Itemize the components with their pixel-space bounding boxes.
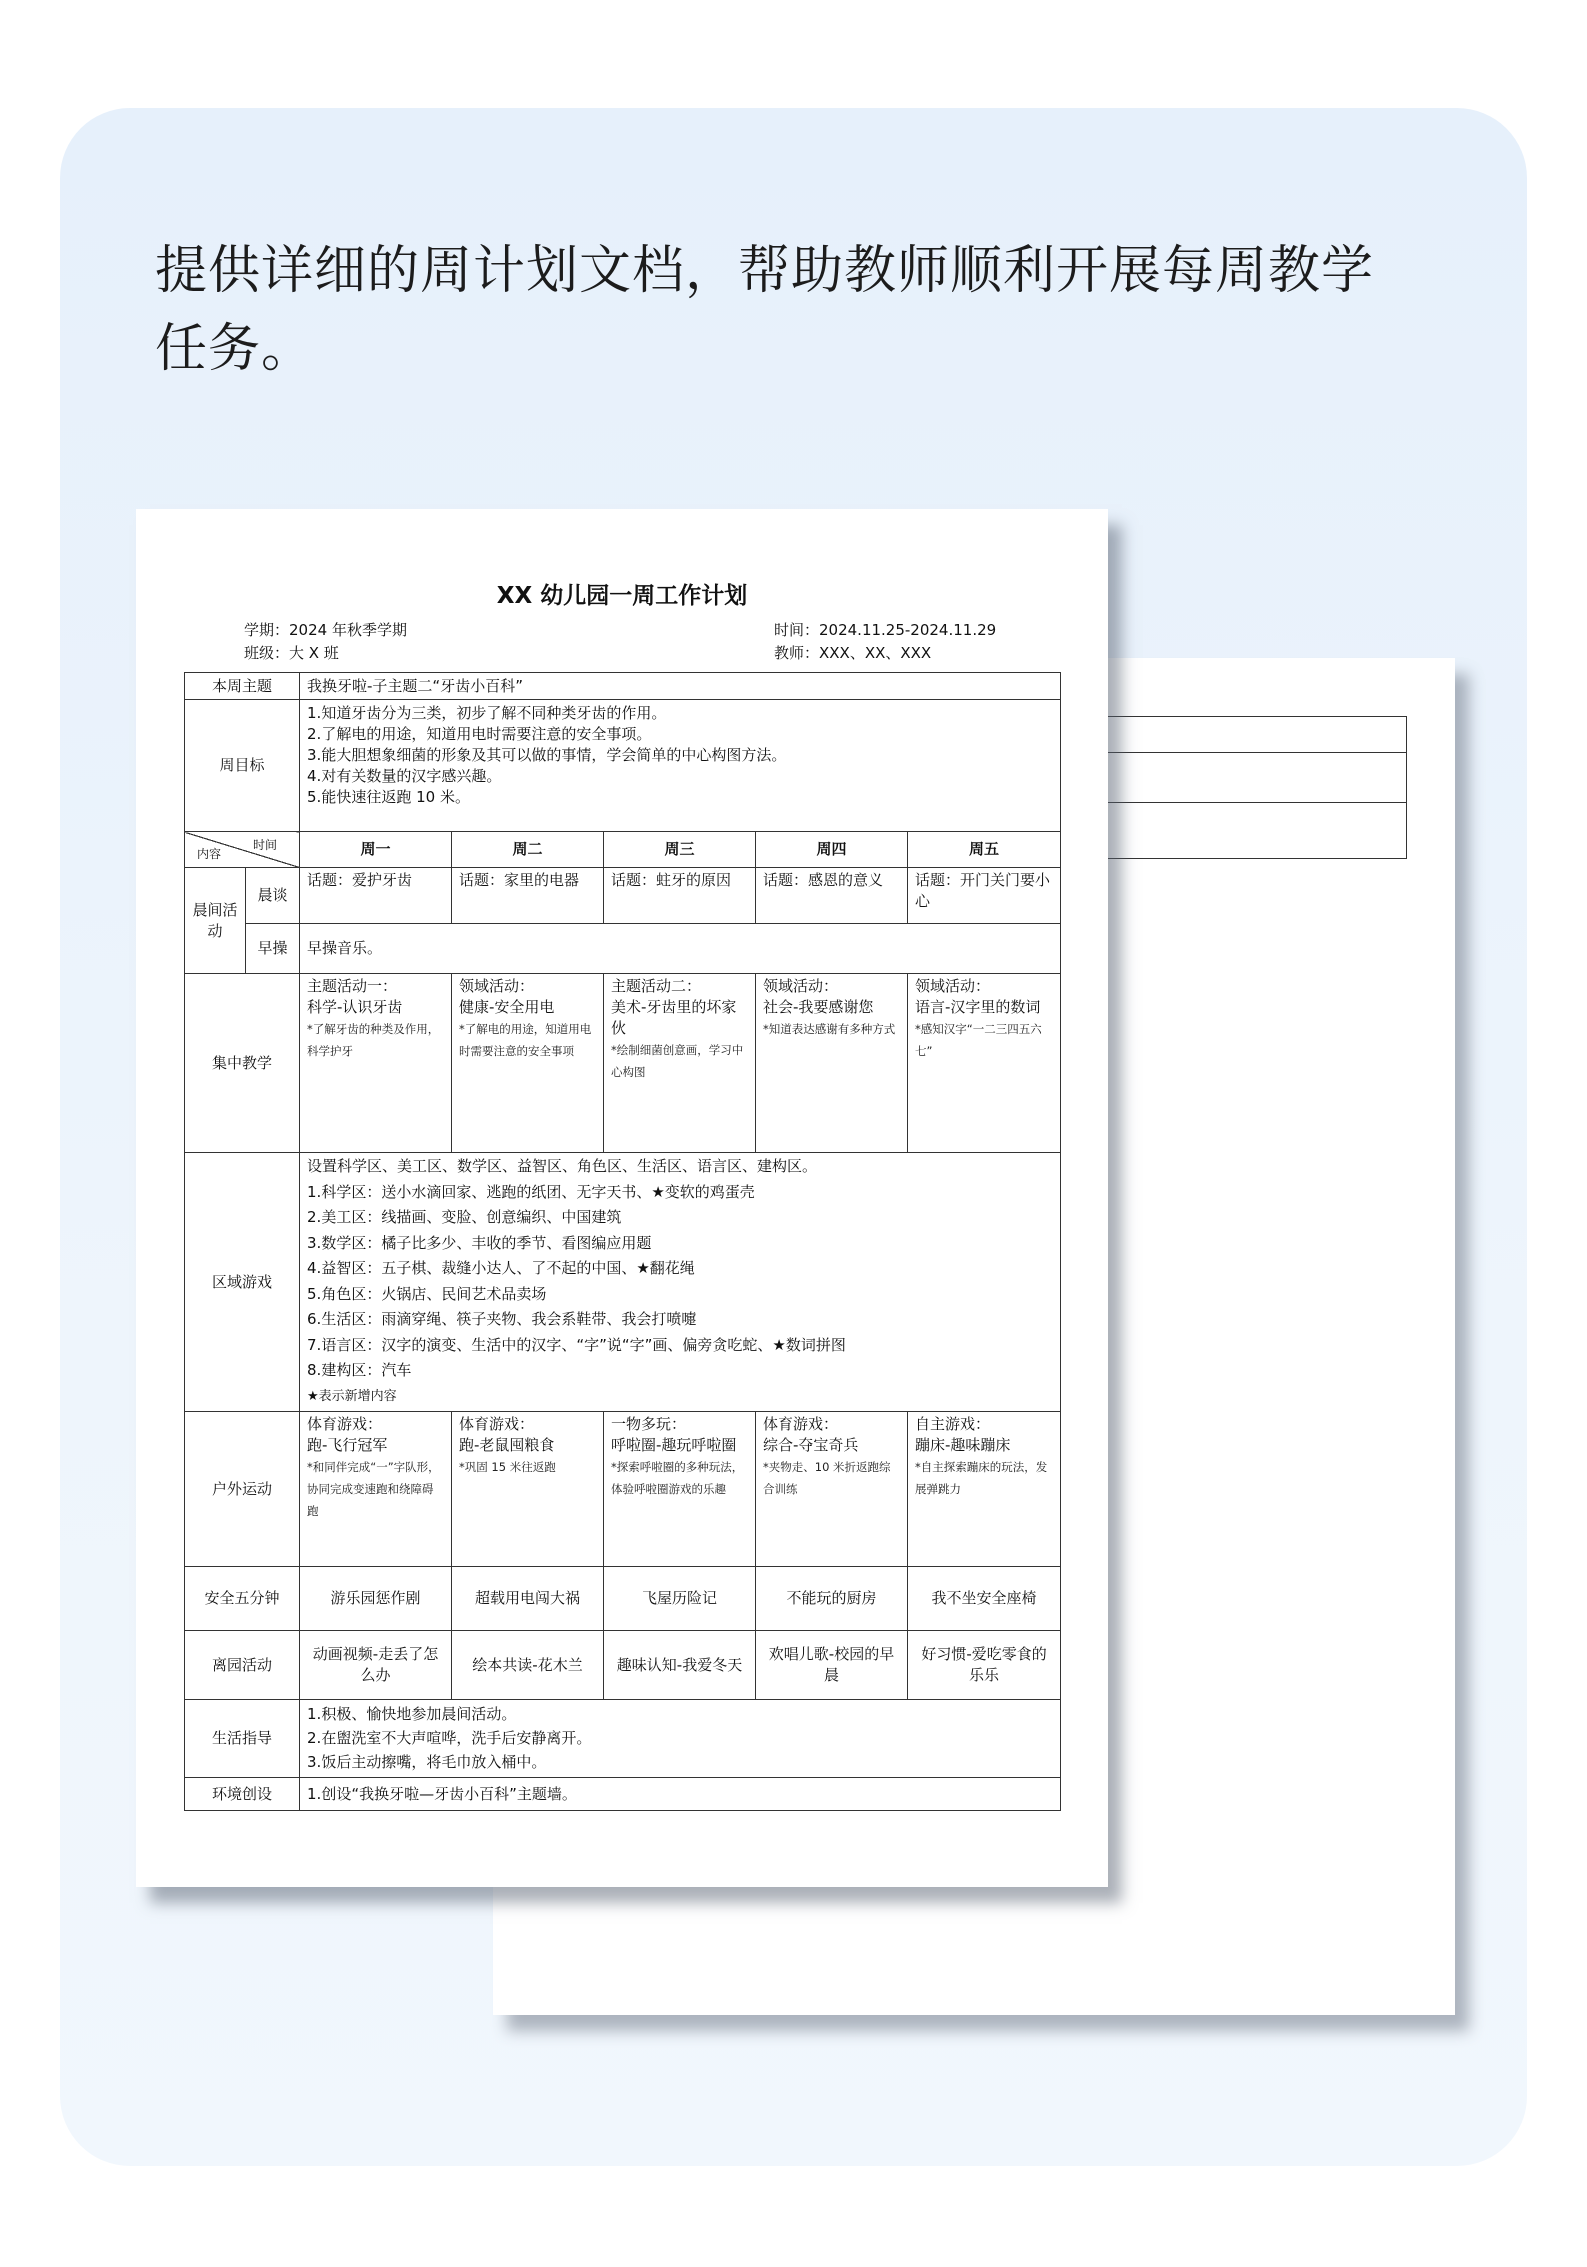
activity-note: *了解牙齿的种类及作用，科学护牙 xyxy=(307,1022,440,1058)
activity-name: 跑-老鼠囤粮食 xyxy=(459,1436,555,1454)
safety-row xyxy=(185,1567,1061,1631)
teaching-cell xyxy=(908,974,1061,1153)
doc-title: XX 幼儿园一周工作计划 xyxy=(496,583,748,609)
area-note: ★表示新增内容 xyxy=(307,1388,397,1404)
activity-name: 科学-认识牙齿 xyxy=(307,998,403,1016)
day-tuesday: 周二 xyxy=(452,832,604,868)
teaching-label: 集中教学 xyxy=(185,974,300,1153)
activity-type: 领域活动： xyxy=(459,977,535,995)
plan-table xyxy=(184,672,1061,1811)
area-cell xyxy=(300,1153,1061,1412)
life-item: 3.饭后主动擦嘴，将毛巾放入桶中。 xyxy=(307,1753,547,1771)
life-item: 1.积极、愉快地参加晨间活动。 xyxy=(307,1705,517,1723)
activity-type: 体育游戏： xyxy=(307,1415,383,1433)
day-header-row xyxy=(185,832,1061,868)
safety-cell: 我不坐安全座椅 xyxy=(908,1567,1061,1631)
env-row xyxy=(185,1778,1061,1811)
life-item: 2.在盥洗室不大声喧哗，洗手后安静离开。 xyxy=(307,1729,592,1747)
teaching-cell xyxy=(756,974,908,1153)
goal-item: 5.能快速往返跑 10 米。 xyxy=(307,788,470,806)
activity-type: 领域活动： xyxy=(763,977,839,995)
activity-note: *感知汉字“一二三四五六七” xyxy=(915,1022,1042,1058)
area-line: 设置科学区、美工区、数学区、益智区、角色区、生活区、语言区、建构区。 xyxy=(307,1157,818,1175)
activity-type: 一物多玩： xyxy=(611,1415,687,1433)
area-line: 3.数学区：橘子比多少、丰收的季节、看图编应用题 xyxy=(307,1233,652,1252)
activity-name: 跑-飞行冠军 xyxy=(307,1436,388,1454)
goal-item: 1.知道牙齿分为三类，初步了解不同种类牙齿的作用。 xyxy=(307,704,667,722)
outdoor-row xyxy=(185,1412,1061,1567)
area-line: 6.生活区：雨滴穿绳、筷子夹物、我会系鞋带、我会打喷嚏 xyxy=(307,1310,697,1328)
area-line: 5.角色区：火锅店、民间艺术品卖场 xyxy=(307,1284,547,1303)
activity-type: 体育游戏： xyxy=(459,1415,535,1433)
activity-note: *知道表达感谢有多种方式 xyxy=(763,1022,896,1036)
activity-type: 领域活动： xyxy=(915,977,991,995)
activity-note: *了解电的用途，知道用电时需要注意的安全事项 xyxy=(459,1022,592,1058)
activity-note: *探索呼啦圈的多种玩法，体验呼啦圈游戏的乐趣 xyxy=(611,1460,744,1496)
headline: 提供详细的周计划文档，帮助教师顺利开展每周教学任务。 xyxy=(155,241,1375,379)
semester: 学期：2024 年秋季学期 xyxy=(244,621,407,639)
class-name: 班级：大 X 班 xyxy=(244,644,339,662)
outdoor-cell xyxy=(604,1412,756,1567)
exercise-label: 早操 xyxy=(246,924,300,974)
goals-cell xyxy=(300,700,1061,832)
teachers: 教师：XXX、XX、XXX xyxy=(774,644,932,662)
leave-label: 离园活动 xyxy=(185,1631,300,1700)
area-row xyxy=(185,1153,1061,1412)
day-thursday: 周四 xyxy=(756,832,908,868)
teaching-cell xyxy=(452,974,604,1153)
activity-name: 综合-夺宝奇兵 xyxy=(763,1436,859,1454)
day-wednesday: 周三 xyxy=(604,832,756,868)
safety-cell: 不能玩的厨房 xyxy=(756,1567,908,1631)
talk-cell: 话题：开门关门要小心 xyxy=(908,868,1061,924)
leave-row xyxy=(185,1631,1061,1700)
activity-type: 主题活动二： xyxy=(611,977,702,995)
safety-label: 安全五分钟 xyxy=(185,1567,300,1631)
header-diagonal-cell xyxy=(185,832,300,868)
outdoor-cell xyxy=(756,1412,908,1567)
activity-name: 社会-我要感谢您 xyxy=(763,998,874,1016)
activity-type: 体育游戏： xyxy=(763,1415,839,1433)
area-line: 7.语言区：汉字的演变、生活中的汉字、“字”说“字”画、偏旁贪吃蛇、★数词拼图 xyxy=(307,1335,846,1354)
header-content-label: 内容 xyxy=(197,847,222,861)
teaching-cell xyxy=(300,974,452,1153)
life-row xyxy=(185,1700,1061,1778)
activity-note: *和同伴完成“一”字队形，协同完成变速跑和绕障碍跑 xyxy=(307,1460,440,1518)
talk-cell: 话题：爱护牙齿 xyxy=(300,868,452,924)
outdoor-label: 户外运动 xyxy=(185,1412,300,1567)
activity-name: 美术-牙齿里的坏家伙 xyxy=(611,998,737,1037)
goal-item: 4.对有关数量的汉字感兴趣。 xyxy=(307,767,502,785)
goal-item: 3.能大胆想象细菌的形象及其可以做的事情，学会简单的中心构图方法。 xyxy=(307,746,787,764)
env-label: 环境创设 xyxy=(185,1778,300,1811)
talk-cell: 话题：感恩的意义 xyxy=(756,868,908,924)
area-line: 1.科学区：送小水滴回家、逃跑的纸团、无字天书、★变软的鸡蛋壳 xyxy=(307,1182,755,1201)
morning-talk-row xyxy=(185,868,1061,924)
day-monday: 周一 xyxy=(300,832,452,868)
area-label: 区域游戏 xyxy=(185,1153,300,1412)
talk-label: 晨谈 xyxy=(246,868,300,924)
goals-label: 周目标 xyxy=(185,700,300,832)
morning-label: 晨间活动 xyxy=(185,868,246,974)
leave-cell: 好习惯-爱吃零食的乐乐 xyxy=(908,1631,1061,1700)
life-label: 生活指导 xyxy=(185,1700,300,1778)
exercise-value: 早操音乐。 xyxy=(300,924,1061,974)
plan-document xyxy=(136,509,1108,1887)
header-time-label: 时间 xyxy=(253,838,278,852)
day-friday: 周五 xyxy=(908,832,1061,868)
activity-name: 呼啦圈-趣玩呼啦圈 xyxy=(611,1436,737,1454)
safety-cell: 游乐园惩作剧 xyxy=(300,1567,452,1631)
area-line: 2.美工区：线描画、变脸、创意编织、中国建筑 xyxy=(307,1208,622,1226)
safety-cell: 超载用电闯大祸 xyxy=(452,1567,604,1631)
date-range: 时间：2024.11.25-2024.11.29 xyxy=(774,621,997,639)
goal-item: 2.了解电的用途，知道用电时需要注意的安全事项。 xyxy=(307,725,652,743)
safety-cell: 飞屋历险记 xyxy=(604,1567,756,1631)
theme-row xyxy=(185,673,1061,700)
activity-name: 语言-汉字里的数词 xyxy=(915,998,1041,1016)
exercise-row xyxy=(185,924,1061,974)
activity-note: *自主探索蹦床的玩法，发展弹跳力 xyxy=(915,1460,1048,1496)
activity-type: 自主游戏： xyxy=(915,1415,991,1433)
activity-note: *绘制细菌创意画，学习中心构图 xyxy=(611,1043,744,1079)
life-cell xyxy=(300,1700,1061,1778)
outdoor-cell xyxy=(300,1412,452,1567)
talk-cell: 话题：蛀牙的原因 xyxy=(604,868,756,924)
leave-cell: 动画视频-走丢了怎么办 xyxy=(300,1631,452,1700)
talk-cell: 话题：家里的电器 xyxy=(452,868,604,924)
activity-note: *巩固 15 米往返跑 xyxy=(459,1460,556,1474)
meta-right xyxy=(774,619,996,665)
outdoor-cell xyxy=(452,1412,604,1567)
activity-name: 蹦床-趣味蹦床 xyxy=(915,1436,1011,1454)
activity-note: *夹物走、10 米折返跑综合训练 xyxy=(763,1460,891,1496)
leave-cell: 欢唱儿歌-校园的早晨 xyxy=(756,1631,908,1700)
env-value: 1.创设“我换牙啦—牙齿小百科”主题墙。 xyxy=(300,1778,1061,1811)
leave-cell: 趣味认知-我爱冬天 xyxy=(604,1631,756,1700)
activity-type: 主题活动一： xyxy=(307,977,398,995)
teaching-row xyxy=(185,974,1061,1153)
goals-row xyxy=(185,700,1061,832)
theme-label: 本周主题 xyxy=(185,673,300,700)
leave-cell: 绘本共读-花木兰 xyxy=(452,1631,604,1700)
area-line: 8.建构区：汽车 xyxy=(307,1361,412,1379)
meta-left xyxy=(244,619,407,665)
area-line: 4.益智区：五子棋、裁缝小达人、了不起的中国、★翻花绳 xyxy=(307,1259,695,1277)
teaching-cell xyxy=(604,974,756,1153)
outdoor-cell xyxy=(908,1412,1061,1567)
activity-name: 健康-安全用电 xyxy=(459,998,555,1016)
theme-value: 我换牙啦-子主题二“牙齿小百科” xyxy=(300,673,1061,700)
